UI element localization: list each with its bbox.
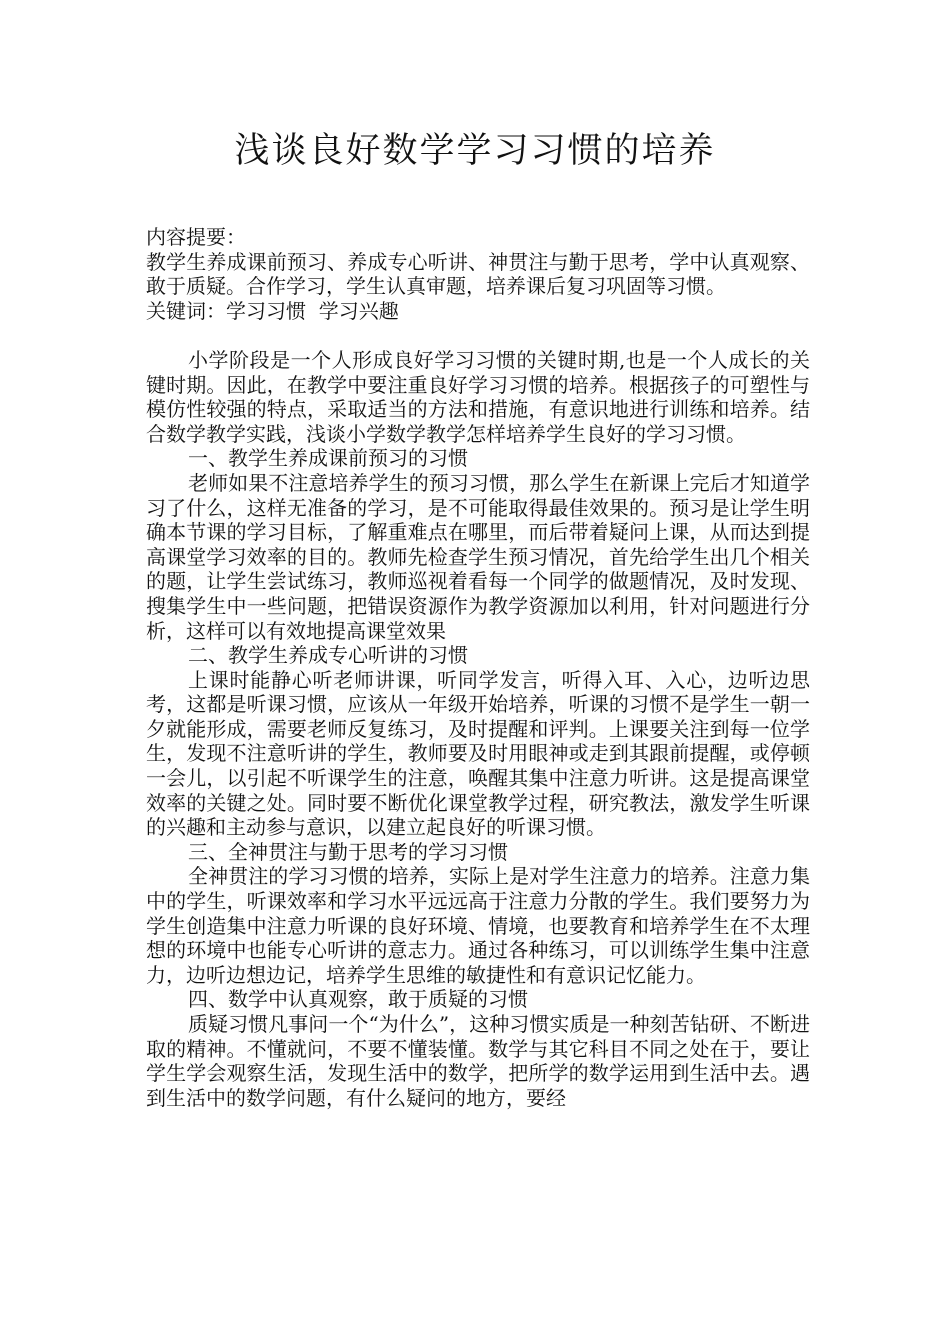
section-paragraph: 全神贯注的学习习惯的培养，实际上是对学生注意力的培养。注意力集中的学生，听课效率和学习水平远远高于注意力分散的学生。我们要努力为学生创造集中注意力听课的良好环境、情境，也要教育和培养学生在不太理想的环境中也能专心听讲的意志力。通过各种练习，可以训练学生集中注意力，边听边想边记，培养学生思维的敏捷性和有意识记忆能力。	[146, 864, 810, 987]
keywords: 关键词：学习习惯 学习兴趣	[146, 298, 399, 323]
document-body	[146, 225, 810, 1110]
intro-paragraph: 小学阶段是一个人形成良好学习习惯的关键时期,也是一个人成长的关键时期。因此，在教学中要注重良好学习习惯的培养。根据孩子的可塑性与模仿性较强的特点，采取适当的方法和措施，有意识地进行训练和培养。结合数学教学实践，浅谈小学数学教学怎样培养学生良好的学习习惯。	[146, 347, 810, 446]
spacer	[146, 323, 810, 348]
section-paragraph: 上课时能静心听老师讲课，听同学发言，听得入耳、入心，边听边思考，这都是听课习惯，应该从一年级开始培养，听课的习惯不是学生一朝一夕就能形成，需要老师反复练习，及时提醒和评判。上课要关注到每一位学生，发现不注意听讲的学生，教师要及时用眼神或走到其跟前提醒，或停顿一会儿，以引起不听课学生的注意，唤醒其集中注意力听讲。这是提高课堂效率的关键之处。同时要不断优化课堂教学过程，研究教法，激发学生听课的兴趣和主动参与意识，以建立起良好的听课习惯。	[146, 667, 810, 840]
section-heading: 四、数学中认真观察，敢于质疑的习惯	[188, 987, 528, 1012]
document-title: 浅谈良好数学学习习惯的培养	[234, 131, 716, 171]
section-paragraph: 质疑习惯凡事问一个“为什么”，这种习惯实质是一种刻苦钻研、不断进取的精神。不懂就问，不要不懂装懂。数学与其它科目不同之处在于，要让学生学会观察生活，发现生活中的数学，把所学的数学运用到生活中去。遇到生活中的数学问题，有什么疑问的地方，要经	[146, 1012, 810, 1110]
summary-label: 内容提要：	[146, 225, 246, 249]
section-heading: 三、全神贯注与勤于思考的学习习惯	[188, 839, 508, 864]
section-heading: 一、教学生养成课前预习的习惯	[188, 446, 468, 471]
section-paragraph: 老师如果不注意培养学生的预习习惯，那么学生在新课上完后才知道学习了什么，这样无准备的学习，是不可能取得最佳效果的。预习是让学生明确本节课的学习目标，了解重难点在哪里，而后带着疑问上课，从而达到提高课堂学习效率的目的。教师先检查学生预习情况，首先给学生出几个相关的题，让学生尝试练习，教师巡视着看每一个同学的做题情况，及时发现、搜集学生中一些问题，把错误资源作为教学资源加以利用，针对问题进行分析，这样可以有效地提高课堂效果	[146, 470, 810, 643]
section-heading: 二、教学生养成专心听讲的习惯	[188, 643, 468, 668]
summary-text: 教学生养成课前预习、养成专心听讲、神贯注与勤于思考，学中认真观察、敢于质疑。合作学习，学生认真审题，培养课后复习巩固等习惯。	[146, 249, 810, 299]
